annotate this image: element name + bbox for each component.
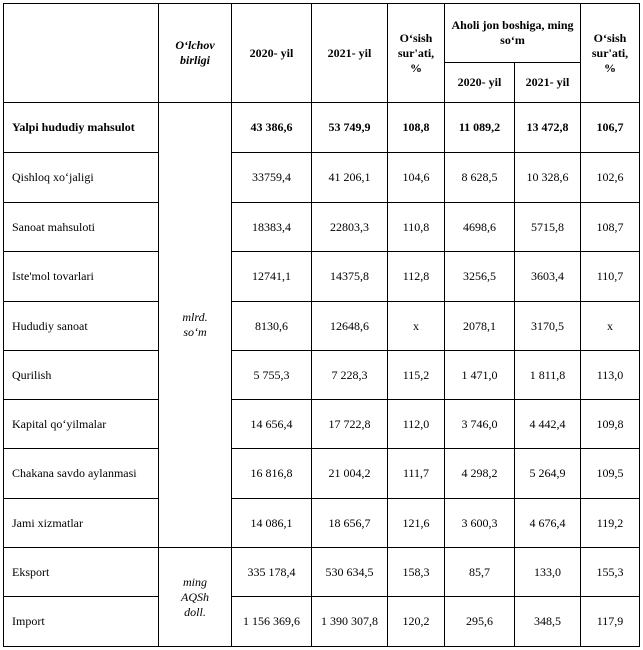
row-name: Yalpi hududiy mahsulot bbox=[4, 103, 159, 153]
cell-v2021: 21 004,2 bbox=[312, 449, 388, 499]
cell-pc2021: 5 264,9 bbox=[515, 449, 581, 499]
cell-growth: 121,6 bbox=[388, 499, 445, 548]
cell-v2020: 16 816,8 bbox=[232, 449, 312, 499]
row-name: Kapital qo‘yilmalar bbox=[4, 400, 159, 449]
table-row bbox=[4, 252, 640, 302]
header-pc-2021: 2021- yil bbox=[515, 63, 581, 103]
cell-v2021: 7 228,3 bbox=[312, 351, 388, 400]
table-row bbox=[4, 302, 640, 351]
cell-pc2021: 4 442,4 bbox=[515, 400, 581, 449]
cell-pc-growth: 108,7 bbox=[581, 203, 640, 252]
cell-pc2021: 3603,4 bbox=[515, 252, 581, 302]
cell-v2021: 530 634,5 bbox=[312, 548, 388, 597]
header-pc-2020: 2020- yil bbox=[445, 63, 515, 103]
cell-v2020: 8130,6 bbox=[232, 302, 312, 351]
cell-v2021: 41 206,1 bbox=[312, 153, 388, 203]
cell-pc2020: 4 298,2 bbox=[445, 449, 515, 499]
cell-pc2021: 133,0 bbox=[515, 548, 581, 597]
cell-pc2020: 85,7 bbox=[445, 548, 515, 597]
cell-pc2020: 295,6 bbox=[445, 597, 515, 647]
cell-pc-growth: 109,5 bbox=[581, 449, 640, 499]
unit-cell bbox=[159, 103, 232, 548]
cell-growth: 104,6 bbox=[388, 153, 445, 203]
cell-pc-growth: 109,8 bbox=[581, 400, 640, 449]
cell-growth: x bbox=[388, 302, 445, 351]
cell-growth: 111,7 bbox=[388, 449, 445, 499]
cell-pc-growth: 106,7 bbox=[581, 103, 640, 153]
row-name: Iste'mol tovarlari bbox=[4, 252, 159, 302]
cell-pc2020: 11 089,2 bbox=[445, 103, 515, 153]
header-2020: 2020- yil bbox=[232, 4, 312, 103]
cell-v2021: 14375,8 bbox=[312, 252, 388, 302]
cell-v2021: 17 722,8 bbox=[312, 400, 388, 449]
unit-label: ming AQSh doll. bbox=[181, 574, 209, 619]
row-name: Qishloq xo‘jaligi bbox=[4, 153, 159, 203]
unit-label: mlrd. so‘m bbox=[182, 310, 208, 339]
cell-growth: 110,8 bbox=[388, 203, 445, 252]
cell-v2020: 1 156 369,6 bbox=[232, 597, 312, 647]
cell-pc-growth: 119,2 bbox=[581, 499, 640, 548]
cell-pc2021: 3170,5 bbox=[515, 302, 581, 351]
cell-pc-growth: 113,0 bbox=[581, 351, 640, 400]
row-name: Hududiy sanoat bbox=[4, 302, 159, 351]
cell-pc2020: 4698,6 bbox=[445, 203, 515, 252]
table-row bbox=[4, 351, 640, 400]
cell-pc2020: 3 746,0 bbox=[445, 400, 515, 449]
table-row bbox=[4, 499, 640, 548]
statistics-table bbox=[3, 3, 640, 647]
header-unit: O‘lchov birligi bbox=[159, 4, 232, 103]
row-name: Chakana savdo aylanmasi bbox=[4, 449, 159, 499]
cell-growth: 112,8 bbox=[388, 252, 445, 302]
cell-pc-growth: 117,9 bbox=[581, 597, 640, 647]
cell-growth: 108,8 bbox=[388, 103, 445, 153]
cell-v2021: 12648,6 bbox=[312, 302, 388, 351]
cell-pc2021: 348,5 bbox=[515, 597, 581, 647]
cell-v2020: 43 386,6 bbox=[232, 103, 312, 153]
cell-pc-growth: 155,3 bbox=[581, 548, 640, 597]
cell-pc2021: 5715,8 bbox=[515, 203, 581, 252]
cell-v2021: 53 749,9 bbox=[312, 103, 388, 153]
row-name: Sanoat mahsuloti bbox=[4, 203, 159, 252]
table-row bbox=[4, 103, 640, 153]
row-name: Import bbox=[4, 597, 159, 647]
table-row bbox=[4, 400, 640, 449]
cell-pc2020: 3256,5 bbox=[445, 252, 515, 302]
cell-v2021: 22803,3 bbox=[312, 203, 388, 252]
cell-v2020: 14 086,1 bbox=[232, 499, 312, 548]
cell-v2020: 5 755,3 bbox=[232, 351, 312, 400]
cell-pc2021: 4 676,4 bbox=[515, 499, 581, 548]
header-growth: O‘sish sur'ati, % bbox=[388, 4, 445, 103]
header-pc-growth: O‘sish sur'ati, % bbox=[581, 4, 640, 103]
cell-pc2020: 3 600,3 bbox=[445, 499, 515, 548]
cell-pc2021: 1 811,8 bbox=[515, 351, 581, 400]
cell-pc2020: 1 471,0 bbox=[445, 351, 515, 400]
row-name: Jami xizmatlar bbox=[4, 499, 159, 548]
cell-v2021: 1 390 307,8 bbox=[312, 597, 388, 647]
table-row bbox=[4, 153, 640, 203]
cell-pc-growth: x bbox=[581, 302, 640, 351]
cell-v2020: 33759,4 bbox=[232, 153, 312, 203]
cell-growth: 115,2 bbox=[388, 351, 445, 400]
cell-v2020: 12741,1 bbox=[232, 252, 312, 302]
cell-growth: 112,0 bbox=[388, 400, 445, 449]
table-row bbox=[4, 449, 640, 499]
cell-v2020: 335 178,4 bbox=[232, 548, 312, 597]
table-row bbox=[4, 597, 640, 647]
cell-pc2020: 8 628,5 bbox=[445, 153, 515, 203]
header-2021: 2021- yil bbox=[312, 4, 388, 103]
cell-pc2021: 13 472,8 bbox=[515, 103, 581, 153]
cell-v2020: 14 656,4 bbox=[232, 400, 312, 449]
table-row bbox=[4, 203, 640, 252]
cell-pc-growth: 110,7 bbox=[581, 252, 640, 302]
cell-v2021: 18 656,7 bbox=[312, 499, 388, 548]
header-name bbox=[4, 4, 159, 103]
row-name: Eksport bbox=[4, 548, 159, 597]
cell-pc2021: 10 328,6 bbox=[515, 153, 581, 203]
cell-growth: 158,3 bbox=[388, 548, 445, 597]
cell-v2020: 18383,4 bbox=[232, 203, 312, 252]
cell-pc2020: 2078,1 bbox=[445, 302, 515, 351]
cell-growth: 120,2 bbox=[388, 597, 445, 647]
unit-cell bbox=[159, 548, 232, 647]
table-row bbox=[4, 548, 640, 597]
row-name: Qurilish bbox=[4, 351, 159, 400]
header-per-capita: Aholi jon boshiga, ming so‘m bbox=[445, 4, 581, 63]
cell-pc-growth: 102,6 bbox=[581, 153, 640, 203]
